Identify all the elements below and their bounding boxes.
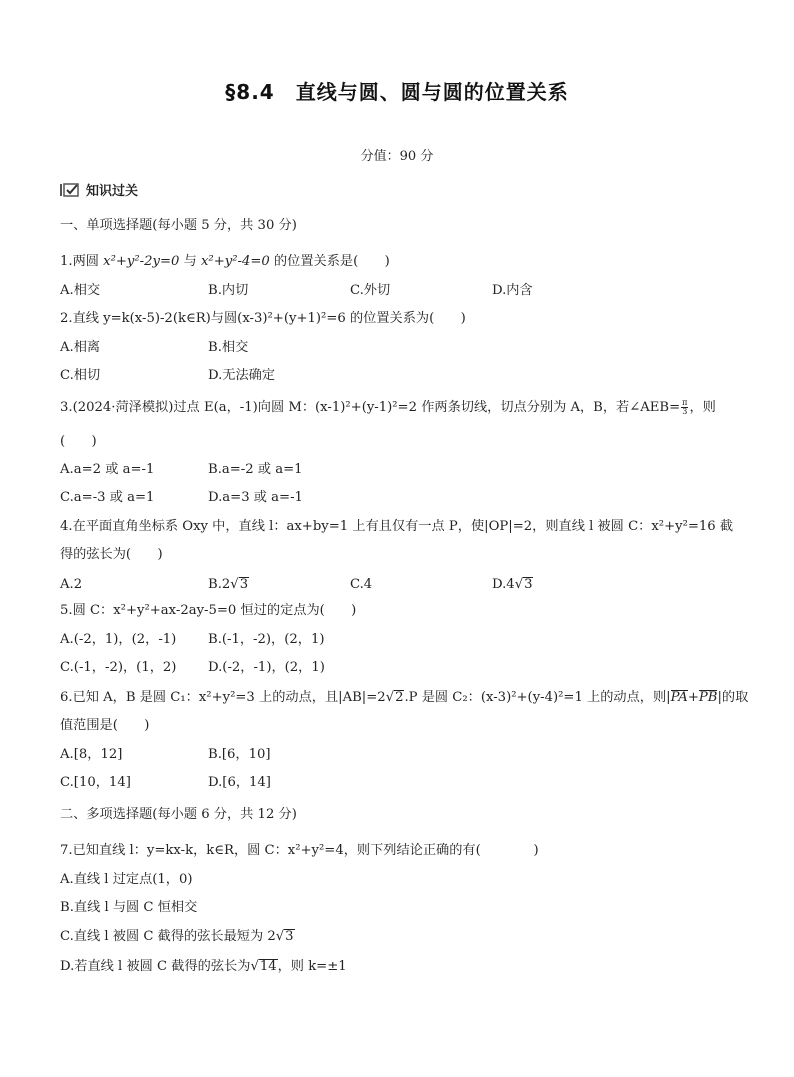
q7-option-d: D.若直线 l 被圆 C 截得的弦长为√14，则 k=±1 [60,959,347,974]
q4-option-d: D.4√3 [492,577,533,592]
q7-option-c: C.直线 l 被圆 C 截得的弦长最短为 2√3 [60,929,294,944]
q6-option-c: C.[10，14] [60,775,131,790]
question-4: 4.在平面直角坐标系 Oxy 中，直线 l：ax+by=1 上有且仅有一点 P，使|OP|=2，则直线 l 被圆 C：x²+y²=16 截 [60,519,734,534]
q2-option-c: C.相切 [60,368,101,383]
q1-option-b: B.内切 [208,283,249,298]
fraction: $\frac{\pi}{3}$ [682,398,688,416]
q7-option-b: B.直线 l 与圆 C 恒相交 [60,900,198,915]
q1-option-a: A.相交 [60,283,101,298]
q1-option-c: C.外切 [350,283,391,298]
question-7: 7.已知直线 l：y=kx-k，k∈R，圆 C：x²+y²=4，则下列结论正确的有( ) [60,843,539,858]
q6-option-d: D.[6，14] [208,775,271,790]
q2-option-d: D.无法确定 [208,368,276,383]
q5-option-b: B.(-1，-2)，(2，1) [208,632,325,647]
q3-option-d: D.a=3 或 a=-1 [208,490,303,505]
q4-option-b: B.2√3 [208,577,249,592]
part1-header: 一、单项选择题(每小题 5 分，共 30 分) [60,218,297,233]
q4-option-c: C.4 [350,577,373,592]
q7-option-a: A.直线 l 过定点(1，0) [60,872,193,887]
q3-option-b: B.a=-2 或 a=1 [208,462,303,477]
page-title: §8.4 直线与圆、圆与圆的位置关系 [225,80,569,104]
question-2: 2.直线 y=k(x-5)-2(k∈R)与圆(x-3)²+(y+1)²=6 的位置关系为( ) [60,311,466,326]
q6-option-b: B.[6，10] [208,747,271,762]
question-3-cont: ( ) [60,434,97,449]
question-6: 6.已知 A，B 是圆 C₁：x²+y²=3 上的动点，且|AB|=2√2.P 是圆 C₂：(x-3)²+(y-4)²=1 上的动点，则|PA+PB|的取 [60,690,749,705]
checklist-icon [60,183,80,197]
score-line: 分值：90 分 [360,149,434,164]
q2-option-a: A.相离 [60,340,101,355]
section-header [60,180,138,199]
q4-option-a: A.2 [60,577,83,592]
q5-option-d: D.(-2，-1)，(2，1) [208,660,325,675]
q3-option-c: C.a=-3 或 a=1 [60,490,155,505]
question-5: 5.圆 C：x²+y²+ax-2ay-5=0 恒过的定点为( ) [60,603,357,618]
q6-option-a: A.[8，12] [60,747,123,762]
section-label: 知识过关 [86,184,139,199]
q5-option-a: A.(-2，1)，(2，-1) [60,632,177,647]
question-3: 3.(2024·菏泽模拟)过点 E(a，-1)向圆 M：(x-1)²+(y-1)²=2 作两条切线，切点分别为 A，B，若∠AEB= $\frac{\pi}{3}$ ，则 [60,398,716,416]
question-6-cont: 值范围是( ) [60,718,150,733]
q2-option-b: B.相交 [208,340,249,355]
question-1: 1.两圆 x²+y²-2y=0 与 x²+y²-4=0 的位置关系是( ) [60,254,390,269]
part2-header: 二、多项选择题(每小题 6 分，共 12 分) [60,807,297,822]
q3-option-a: A.a=2 或 a=-1 [60,462,155,477]
question-4-cont: 得的弦长为( ) [60,547,163,562]
q5-option-c: C.(-1，-2)，(1，2) [60,660,177,675]
q1-option-d: D.内含 [492,283,533,298]
